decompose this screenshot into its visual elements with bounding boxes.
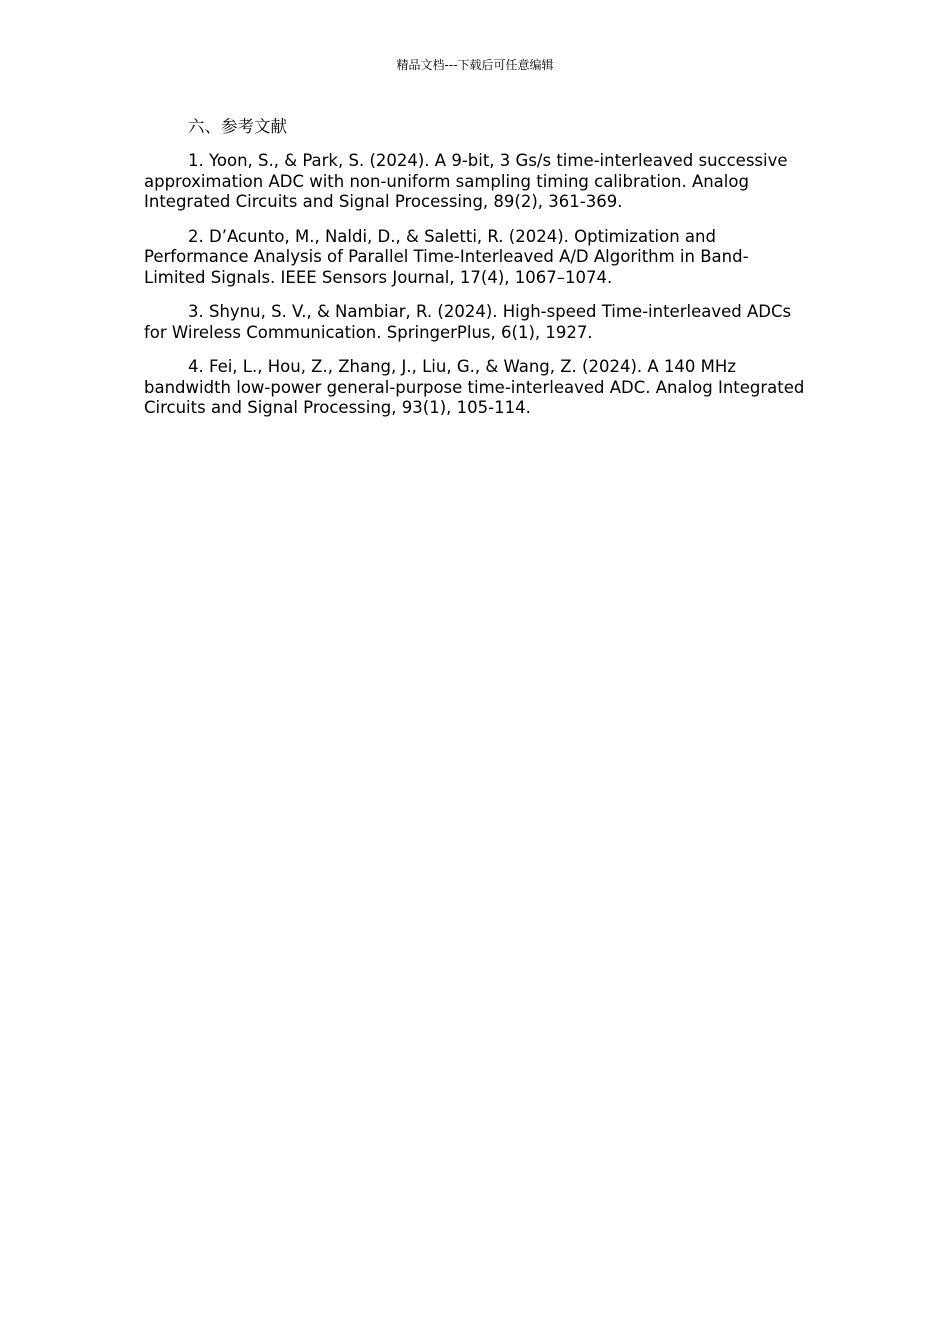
reference-item: 2. D’Acunto, M., Naldi, D., & Saletti, R. (2024). Optimization and Performance Analysis of Parallel Time-Interleaved A/D Algorithm in Band-Limited Signals. IEEE Sensors Journal, 17(4), 1067–1074. <box>144 226 749 287</box>
document-body <box>144 116 806 433</box>
page-header: 精品文档---下载后可任意编辑 <box>396 58 554 72</box>
reference-item: 4. Fei, L., Hou, Z., Zhang, J., Liu, G., & Wang, Z. (2024). A 140 MHz bandwidth low-power general-purpose time-interleaved ADC. Analog Integrated Circuits and Signal Processing, 93(1), 105-114. <box>144 357 805 417</box>
reference-item: 1. Yoon, S., & Park, S. (2024). A 9-bit, 3 Gs/s time-interleaved successive approximation ADC with non-uniform sampling timing calibration. Analog Integrated Circuits and Signal Processing, 89(2), 361-369. <box>144 151 788 211</box>
section-title: 六、参考文献 <box>188 117 287 136</box>
reference-item: 3. Shynu, S. V., & Nambiar, R. (2024). High-speed Time-interleaved ADCs for Wireless Communication. SpringerPlus, 6(1), 1927. <box>144 302 792 342</box>
